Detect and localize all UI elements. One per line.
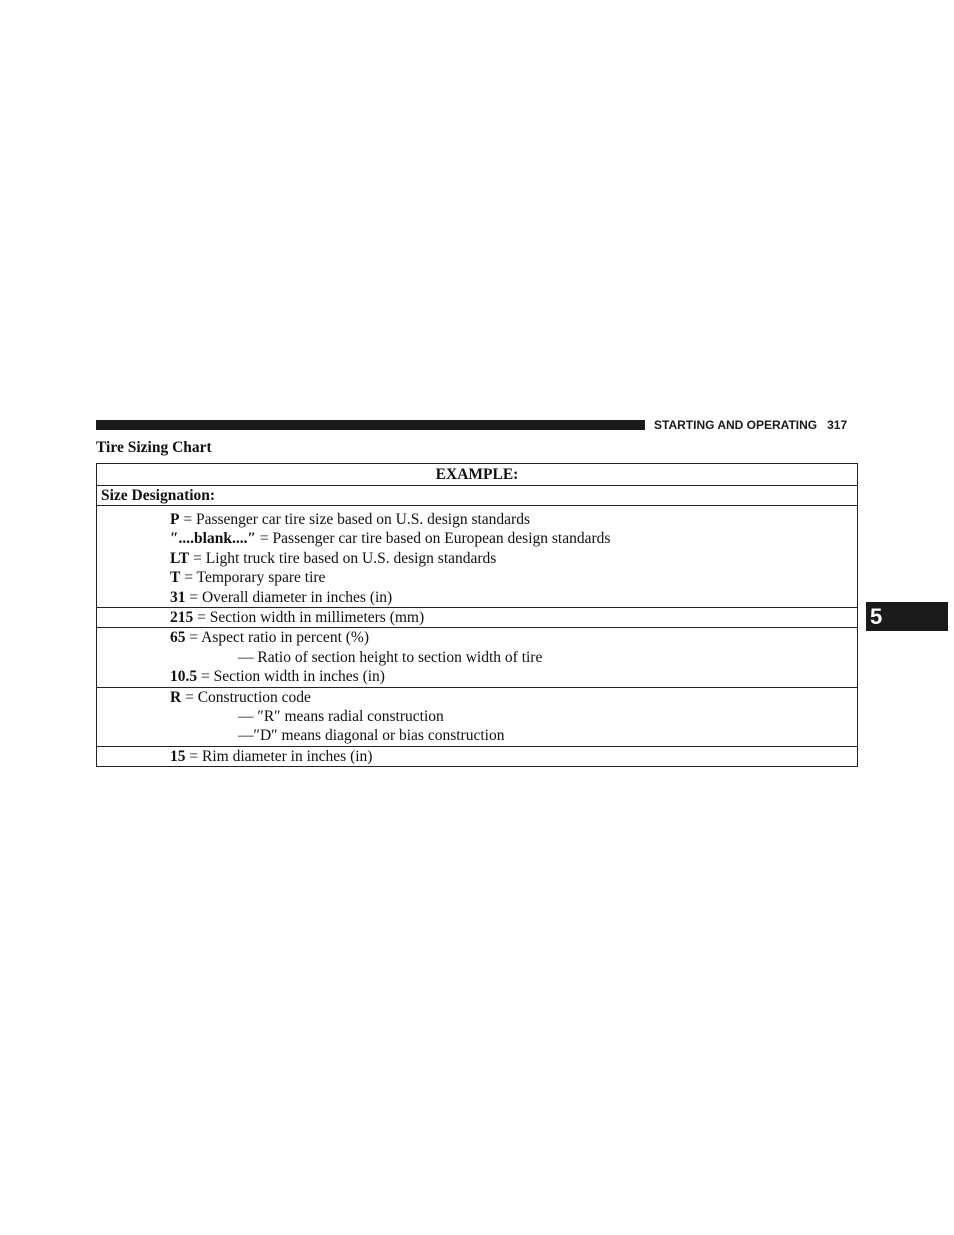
table-row — [97, 505, 857, 607]
list-item: LT = Light truck tire based on U.S. design standards — [170, 549, 497, 567]
header-rule — [96, 420, 645, 430]
running-header — [654, 418, 858, 432]
list-item: 31 = Overall diameter in inches (in) — [170, 588, 393, 606]
list-item: 65 = Aspect ratio in percent (%) — [170, 629, 369, 647]
section-title: STARTING AND OPERATING — [654, 418, 818, 432]
list-item: 215 = Section width in millimeters (mm) — [170, 608, 425, 626]
list-item: — Ratio of section height to section width of tire — [238, 648, 543, 666]
list-item: —″D″ means diagonal or bias construction — [238, 727, 505, 745]
chapter-tab: 5 — [866, 602, 948, 631]
table-row — [97, 687, 857, 746]
page-title: Tire Sizing Chart — [96, 439, 212, 456]
size-designation-label: Size Designation: — [97, 485, 857, 505]
tire-sizing-table — [96, 463, 858, 767]
page-number: 317 — [827, 418, 848, 432]
list-item: 15 = Rim diameter in inches (in) — [170, 747, 373, 765]
list-item: T = Temporary spare tire — [170, 569, 326, 587]
list-item: P = Passenger car tire size based on U.S. design standards — [170, 511, 530, 528]
example-header: EXAMPLE: — [435, 466, 519, 483]
table-row — [97, 746, 857, 766]
table-row — [97, 607, 857, 627]
table-row — [97, 627, 857, 686]
list-item: R = Construction code — [170, 688, 311, 706]
list-item: ″....blank....″ = Passenger car tire based on European design standards — [170, 530, 611, 548]
list-item: — ″R″ means radial construction — [238, 707, 444, 725]
list-item: 10.5 = Section width in inches (in) — [170, 668, 385, 686]
